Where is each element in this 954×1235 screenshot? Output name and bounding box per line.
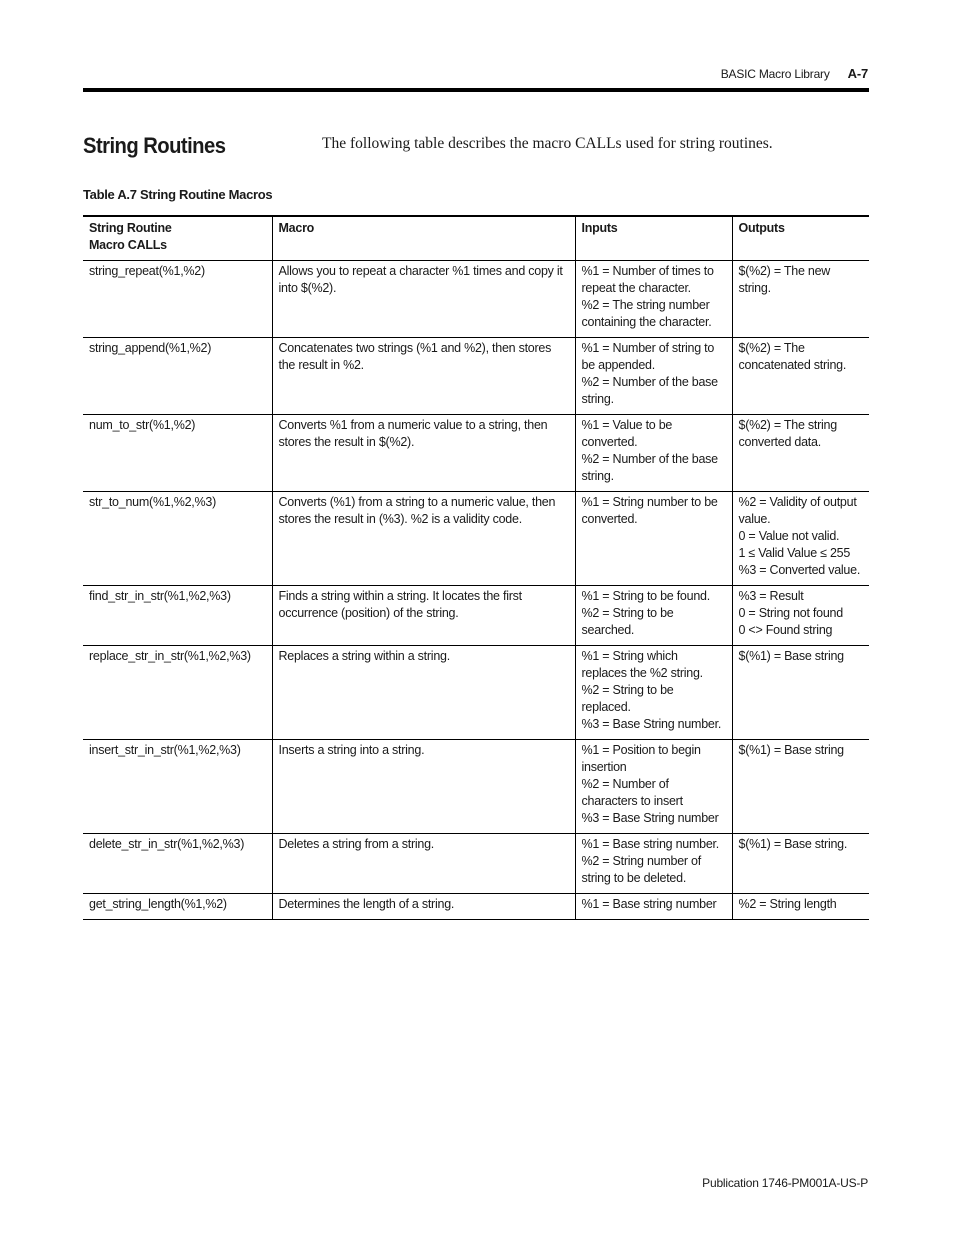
cell-outputs: %2 = Validity of output value. 0 = Value not valid. 1 ≤ Valid Value ≤ 255 %3 = Converted value.	[732, 492, 869, 586]
column-header-macro: Macro	[272, 216, 575, 261]
cell-outputs: $(%2) = The new string.	[732, 261, 869, 338]
chapter-title: BASIC Macro Library	[720, 67, 830, 81]
cell-macro-call: str_to_num(%1,%2,%3)	[83, 492, 272, 586]
cell-outputs: %3 = Result 0 = String not found 0 <> Found string	[732, 586, 869, 646]
cell-macro-call: insert_str_in_str(%1,%2,%3)	[83, 740, 272, 834]
cell-macro-description: Allows you to repeat a character %1 times and copy it into $(%2).	[272, 261, 575, 338]
table-row	[83, 415, 869, 492]
table-row	[83, 261, 869, 338]
column-header-outputs: Outputs	[732, 216, 869, 261]
cell-macro-call: delete_str_in_str(%1,%2,%3)	[83, 834, 272, 894]
cell-outputs: $(%1) = Base string.	[732, 834, 869, 894]
cell-macro-description: Inserts a string into a string.	[272, 740, 575, 834]
cell-inputs: %1 = String to be found. %2 = String to be searched.	[575, 586, 732, 646]
cell-macro-description: Replaces a string within a string.	[272, 646, 575, 740]
page-number: A-7	[847, 66, 868, 81]
cell-inputs: %1 = Base string number	[575, 894, 732, 920]
table-row	[83, 646, 869, 740]
column-header-macro-calls: String Routine Macro CALLs	[83, 216, 272, 261]
cell-macro-description: Determines the length of a string.	[272, 894, 575, 920]
table-row	[83, 492, 869, 586]
cell-macro-call: num_to_str(%1,%2)	[83, 415, 272, 492]
table-row	[83, 740, 869, 834]
table-caption: Table A.7 String Routine Macros	[83, 187, 273, 202]
cell-outputs: $(%1) = Base string	[732, 740, 869, 834]
cell-outputs: $(%2) = The concatenated string.	[732, 338, 869, 415]
cell-macro-description: Concatenates two strings (%1 and %2), then stores the result in %2.	[272, 338, 575, 415]
running-header	[721, 66, 868, 81]
table-row	[83, 586, 869, 646]
cell-macro-description: Converts (%1) from a string to a numeric value, then stores the result in (%3). %2 is a validity code.	[272, 492, 575, 586]
header-rule	[83, 88, 869, 92]
string-routine-macros-table	[83, 215, 869, 920]
cell-inputs: %1 = Base string number. %2 = String number of string to be deleted.	[575, 834, 732, 894]
cell-outputs: $(%2) = The string converted data.	[732, 415, 869, 492]
cell-inputs: %1 = String number to be converted.	[575, 492, 732, 586]
cell-macro-call: replace_str_in_str(%1,%2,%3)	[83, 646, 272, 740]
table-row	[83, 338, 869, 415]
table-row	[83, 894, 869, 920]
table-header-row	[83, 216, 869, 261]
cell-inputs: %1 = Number of times to repeat the character. %2 = The string number containing the character.	[575, 261, 732, 338]
table-row	[83, 834, 869, 894]
cell-inputs: %1 = Value to be converted. %2 = Number of the base string.	[575, 415, 732, 492]
cell-macro-call: find_str_in_str(%1,%2,%3)	[83, 586, 272, 646]
cell-macro-description: Converts %1 from a numeric value to a string, then stores the result in $(%2).	[272, 415, 575, 492]
cell-inputs: %1 = String which replaces the %2 string. %2 = String to be replaced. %3 = Base String number.	[575, 646, 732, 740]
cell-inputs: %1 = Position to begin insertion %2 = Number of characters to insert %3 = Base String number	[575, 740, 732, 834]
column-header-inputs: Inputs	[575, 216, 732, 261]
cell-macro-description: Finds a string within a string. It locates the first occurrence (position) of the string.	[272, 586, 575, 646]
cell-inputs: %1 = Number of string to be appended. %2 = Number of the base string.	[575, 338, 732, 415]
publication-footer: Publication 1746-PM001A-US-P	[702, 1176, 868, 1190]
section-title: String Routines	[83, 133, 226, 158]
cell-macro-call: get_string_length(%1,%2)	[83, 894, 272, 920]
cell-outputs: %2 = String length	[732, 894, 869, 920]
cell-macro-call: string_repeat(%1,%2)	[83, 261, 272, 338]
cell-outputs: $(%1) = Base string	[732, 646, 869, 740]
cell-macro-call: string_append(%1,%2)	[83, 338, 272, 415]
cell-macro-description: Deletes a string from a string.	[272, 834, 575, 894]
intro-paragraph: The following table describes the macro CALLs used for string routines.	[322, 135, 773, 152]
